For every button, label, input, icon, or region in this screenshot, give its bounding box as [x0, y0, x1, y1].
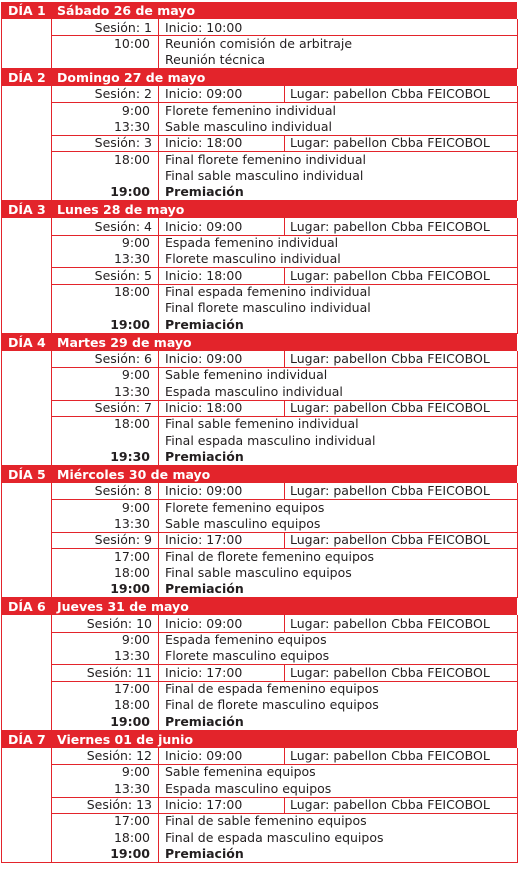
activity-time: 9:00: [121, 235, 150, 251]
time-divider: [158, 797, 159, 862]
time-divider: [158, 19, 159, 68]
session-number: Sesión: 3: [94, 135, 152, 151]
session-number: Sesión: 5: [94, 267, 152, 283]
session-venue: Lugar: pabellon Cbba FEICOBOL: [290, 748, 490, 764]
activity-time: 9:00: [121, 632, 150, 648]
time-divider: [158, 218, 159, 267]
session-venue: Lugar: pabellon Cbba FEICOBOL: [290, 267, 490, 283]
session-number: Sesión: 13: [86, 797, 152, 813]
activity-name: Reunión comisión de arbitraje: [165, 35, 353, 51]
day-header: [1, 466, 517, 483]
activity-name: Premiación: [165, 713, 244, 729]
activity-name: Reunión técnica: [165, 52, 266, 68]
activity-name: Sable masculino equipos: [165, 516, 321, 532]
time-divider: [158, 135, 159, 200]
activity-name: Final de espada masculino equipos: [165, 829, 384, 845]
venue-divider: [284, 797, 285, 813]
session-venue: Lugar: pabellon Cbba FEICOBOL: [290, 615, 490, 631]
session-number: Sesión: 10: [86, 615, 152, 631]
time-divider: [158, 351, 159, 400]
day-left-border: [1, 615, 2, 729]
activity-name: Sable masculino individual: [165, 119, 332, 135]
session-start: Inicio: 17:00: [165, 532, 243, 548]
time-divider: [158, 615, 159, 664]
activity-time: 18:00: [113, 829, 150, 845]
venue-divider: [284, 400, 285, 416]
session-venue: Lugar: pabellon Cbba FEICOBOL: [290, 664, 490, 680]
day-number: DÍA 5: [8, 466, 46, 482]
activity-name: Florete masculino equipos: [165, 648, 330, 664]
activity-time: 18:00: [113, 565, 150, 581]
day-header: [1, 69, 517, 86]
activity-time: 19:00: [110, 581, 150, 597]
activity-name: Sable femenina equipos: [165, 764, 316, 780]
activity-time: [90, 433, 150, 449]
venue-divider: [284, 615, 285, 631]
venue-divider: [284, 267, 285, 283]
day-column-divider: [51, 351, 52, 465]
session-venue: Lugar: pabellon Cbba FEICOBOL: [290, 351, 490, 367]
activity-name: Final sable masculino individual: [165, 168, 364, 184]
activity-time: 19:00: [110, 713, 150, 729]
session-start: Inicio: 09:00: [165, 218, 243, 234]
session-start: Inicio: 09:00: [165, 748, 243, 764]
activity-name: Premiación: [165, 581, 244, 597]
day-left-border: [1, 86, 2, 200]
session-number: Sesión: 7: [94, 400, 152, 416]
session-start: Inicio: 09:00: [165, 483, 243, 499]
activity-name: Premiación: [165, 184, 244, 200]
day-left-border: [1, 218, 2, 332]
activity-time: 9:00: [121, 367, 150, 383]
session-start: Inicio: 17:00: [165, 664, 243, 680]
activity-name: Sable femenino individual: [165, 367, 328, 383]
activity-time: 17:00: [113, 681, 150, 697]
day-right-border: [517, 351, 518, 465]
venue-divider: [284, 532, 285, 548]
day-date: Domingo 27 de mayo: [57, 69, 206, 85]
activity-name: Final florete masculino individual: [165, 300, 371, 316]
activity-time: 19:00: [110, 846, 150, 862]
activity-name: Final de florete femenino equipos: [165, 548, 375, 564]
day-number: DÍA 3: [8, 202, 46, 218]
day-right-border: [517, 86, 518, 200]
day-left-border: [1, 748, 2, 862]
session-number: Sesión: 4: [94, 218, 152, 234]
day-column-divider: [51, 483, 52, 597]
activity-name: Premiación: [165, 449, 244, 465]
venue-divider: [284, 86, 285, 102]
activity-time: 18:00: [113, 416, 150, 432]
activity-name: Final sable femenino individual: [165, 416, 359, 432]
day-date: Miércoles 30 de mayo: [57, 466, 211, 482]
activity-time: 19:00: [110, 184, 150, 200]
time-divider: [158, 400, 159, 465]
day-column-divider: [51, 615, 52, 729]
day-date: Lunes 28 de mayo: [57, 202, 185, 218]
activity-time: 18:00: [113, 697, 150, 713]
activity-time: 10:00: [113, 35, 150, 51]
activity-time: 13:30: [113, 780, 150, 796]
session-venue: Lugar: pabellon Cbba FEICOBOL: [290, 218, 490, 234]
activity-name: Final florete femenino individual: [165, 151, 366, 167]
venue-divider: [284, 351, 285, 367]
venue-divider: [284, 748, 285, 764]
day-right-border: [517, 19, 518, 68]
activity-time: [90, 300, 150, 316]
activity-time: 17:00: [113, 813, 150, 829]
session-number: Sesión: 12: [86, 748, 152, 764]
day-column-divider: [51, 218, 52, 332]
session-venue: Lugar: pabellon Cbba FEICOBOL: [290, 86, 490, 102]
venue-divider: [284, 483, 285, 499]
day-number: DÍA 2: [8, 69, 46, 85]
day-right-border: [517, 615, 518, 729]
activity-time: 18:00: [113, 284, 150, 300]
session-number: Sesión: 2: [94, 86, 152, 102]
day-right-border: [517, 748, 518, 862]
time-divider: [158, 748, 159, 797]
day-date: Jueves 31 de mayo: [57, 599, 189, 615]
venue-divider: [284, 664, 285, 680]
activity-name: Espada femenino equipos: [165, 632, 327, 648]
activity-name: Final de espada femenino equipos: [165, 681, 379, 697]
activity-name: Premiación: [165, 846, 244, 862]
activity-time: [90, 52, 150, 68]
activity-time: 13:30: [113, 648, 150, 664]
day-left-border: [1, 19, 2, 68]
session-start: Inicio: 09:00: [165, 86, 243, 102]
activity-name: Final espada femenino individual: [165, 284, 371, 300]
session-number: Sesión: 6: [94, 351, 152, 367]
day-column-divider: [51, 86, 52, 200]
session-start: Inicio: 10:00: [165, 19, 243, 35]
time-divider: [158, 267, 159, 332]
day-header: [1, 334, 517, 351]
day-right-border: [517, 483, 518, 597]
activity-time: 9:00: [121, 764, 150, 780]
day-number: DÍA 7: [8, 731, 46, 747]
session-start: Inicio: 17:00: [165, 797, 243, 813]
session-start: Inicio: 18:00: [165, 135, 243, 151]
day-number: DÍA 1: [8, 3, 46, 18]
activity-name: Espada femenino individual: [165, 235, 339, 251]
activity-time: 13:30: [113, 251, 150, 267]
activity-time: [90, 168, 150, 184]
activity-name: Final de florete masculino equipos: [165, 697, 379, 713]
activity-name: Final espada masculino individual: [165, 432, 376, 448]
day-left-border: [1, 351, 2, 465]
session-venue: Lugar: pabellon Cbba FEICOBOL: [290, 532, 490, 548]
activity-name: Final sable masculino equipos: [165, 565, 352, 581]
day-left-border: [1, 483, 2, 597]
activity-name: Florete femenino individual: [165, 102, 336, 118]
session-start: Inicio: 18:00: [165, 267, 243, 283]
time-divider: [158, 664, 159, 729]
day-column-divider: [51, 748, 52, 862]
day-date: Martes 29 de mayo: [57, 334, 192, 350]
venue-divider: [284, 218, 285, 234]
activity-name: Espada masculino individual: [165, 383, 343, 399]
activity-time: 18:00: [113, 151, 150, 167]
activity-time: 19:00: [110, 316, 150, 332]
activity-time: 19:30: [110, 449, 150, 465]
activity-time: 13:30: [113, 516, 150, 532]
activity-time: 13:30: [113, 383, 150, 399]
day-column-divider: [51, 19, 52, 68]
session-start: Inicio: 09:00: [165, 615, 243, 631]
day-number: DÍA 4: [8, 334, 46, 350]
time-divider: [158, 483, 159, 532]
session-number: Sesión: 1: [94, 19, 152, 35]
session-venue: Lugar: pabellon Cbba FEICOBOL: [290, 400, 490, 416]
activity-name: Florete femenino equipos: [165, 499, 325, 515]
day-header: [1, 598, 517, 615]
activity-time: 9:00: [121, 499, 150, 515]
session-venue: Lugar: pabellon Cbba FEICOBOL: [290, 483, 490, 499]
day-header: [1, 201, 517, 218]
day-date: Viernes 01 de junio: [57, 731, 194, 747]
time-divider: [158, 86, 159, 135]
activity-time: 13:30: [113, 119, 150, 135]
session-number: Sesión: 9: [94, 532, 152, 548]
day-header: [1, 731, 517, 748]
day-right-border: [517, 218, 518, 332]
activity-name: Florete masculino individual: [165, 251, 341, 267]
day-bottom-rule: [1, 862, 518, 863]
activity-time: 17:00: [113, 548, 150, 564]
session-start: Inicio: 18:00: [165, 400, 243, 416]
session-number: Sesión: 8: [94, 483, 152, 499]
day-header: [1, 2, 517, 19]
activity-time: 9:00: [121, 102, 150, 118]
activity-name: Espada masculino equipos: [165, 780, 332, 796]
day-date: Sábado 26 de mayo: [57, 3, 196, 18]
time-divider: [158, 532, 159, 597]
day-number: DÍA 6: [8, 599, 46, 615]
session-number: Sesión: 11: [86, 664, 152, 680]
session-start: Inicio: 09:00: [165, 351, 243, 367]
activity-name: Final de sable femenino equipos: [165, 813, 367, 829]
activity-name: Premiación: [165, 316, 244, 332]
session-venue: Lugar: pabellon Cbba FEICOBOL: [290, 135, 490, 151]
venue-divider: [284, 135, 285, 151]
session-venue: Lugar: pabellon Cbba FEICOBOL: [290, 797, 490, 813]
